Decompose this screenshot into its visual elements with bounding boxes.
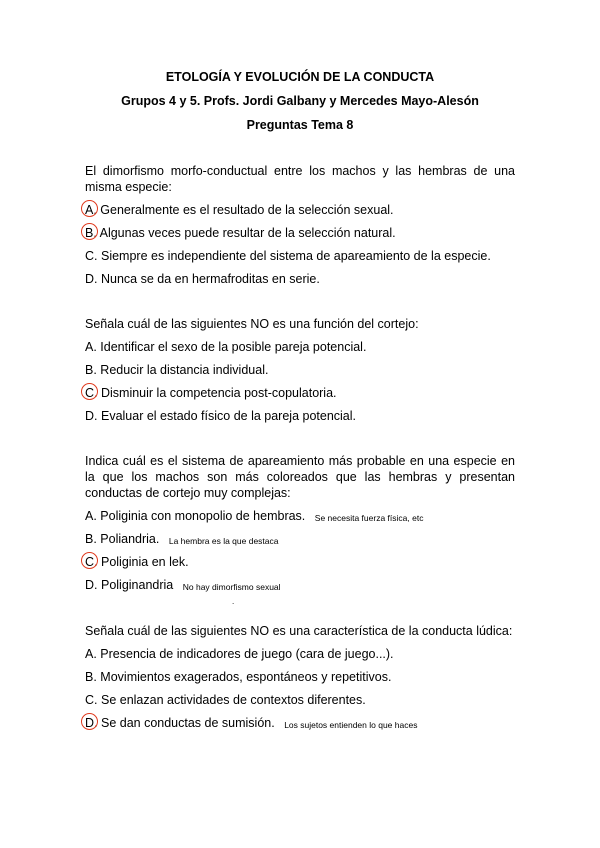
option-letter: C. [85, 554, 98, 570]
option-d [85, 715, 515, 731]
option-text: Reducir la distancia individual. [100, 363, 269, 377]
document-title: ETOLOGÍA Y EVOLUCIÓN DE LA CONDUCTA [165, 70, 435, 84]
option-letter: B. [85, 670, 97, 684]
handwritten-note: No hay dimorfismo sexual [182, 582, 281, 592]
option-text: Algunas veces puede resultar de la selección natural. [99, 226, 396, 240]
handwritten-note: Se necesita fuerza física, etc [314, 513, 424, 523]
question-stem: Indica cuál es el sistema de apareamiento más probable en una especie en la que los machos son más coloreados que las hembras y presentan conductas de cortejo muy complejas: [85, 454, 515, 500]
option-d [85, 271, 515, 287]
question-stem: El dimorfismo morfo-conductual entre los machos y las hembras de una misma especie: [85, 164, 515, 194]
option-b [85, 669, 515, 685]
option-letter: A. [85, 509, 97, 523]
option-letter: B. [85, 532, 97, 546]
question-3 [85, 453, 515, 593]
answer-circle-mark [81, 200, 98, 217]
option-letter: C. [85, 385, 98, 401]
question-1 [85, 163, 515, 287]
option-text: Poliginia con monopolio de hembras. [100, 509, 306, 523]
option-text: Evaluar el estado físico de la pareja potencial. [100, 409, 357, 423]
option-a [85, 202, 515, 218]
stray-mark: . [232, 597, 235, 606]
option-text: Movimientos exagerados, espontáneos y repetitivos. [100, 670, 392, 684]
document-subtitle: Grupos 4 y 5. Profs. Jordi Galbany y Mercedes Mayo-Alesón [121, 94, 479, 108]
answer-circle-mark [81, 383, 98, 400]
option-b [85, 225, 515, 241]
option-text: Poliginia en lek. [100, 555, 189, 569]
option-letter: D. [85, 578, 98, 592]
option-d [85, 408, 515, 424]
answer-circle-mark [81, 552, 98, 569]
option-c [85, 692, 515, 708]
option-a [85, 339, 515, 355]
option-text: Identificar el sexo de la posible pareja potencial. [100, 340, 367, 354]
handwritten-note: La hembra es la que destaca [168, 536, 279, 546]
question-stem: Señala cuál de las siguientes NO es una función del cortejo: [85, 317, 419, 331]
option-d [85, 577, 515, 593]
option-letter: A. [85, 340, 97, 354]
option-text: Poliginandria [100, 578, 174, 592]
option-c [85, 385, 515, 401]
option-letter: A. [85, 647, 97, 661]
option-letter: D. [85, 715, 98, 731]
option-letter: B. [85, 225, 97, 241]
option-text: Se dan conductas de sumisión. [100, 716, 275, 730]
option-c [85, 248, 515, 264]
option-b [85, 531, 515, 547]
option-letter: D. [85, 409, 98, 423]
answer-circle-mark [81, 713, 98, 730]
question-4 [85, 623, 515, 731]
document-topic: Preguntas Tema 8 [246, 118, 354, 132]
option-text: Presencia de indicadores de juego (cara de juego...). [100, 647, 394, 661]
option-b [85, 362, 515, 378]
option-text: Generalmente es el resultado de la selección sexual. [100, 203, 394, 217]
option-letter: B. [85, 363, 97, 377]
option-text: Siempre es independiente del sistema de apareamiento de la especie. [100, 249, 491, 263]
option-a [85, 646, 515, 662]
option-letter: D. [85, 272, 98, 286]
option-a [85, 508, 515, 524]
option-text: Poliandria. [100, 532, 160, 546]
question-2 [85, 316, 515, 424]
option-letter: C. [85, 249, 98, 263]
question-stem: Señala cuál de las siguientes NO es una característica de la conducta lúdica: [85, 624, 513, 638]
option-text: Se enlazan actividades de contextos diferentes. [100, 693, 366, 707]
answer-circle-mark [81, 223, 98, 240]
option-text: Disminuir la competencia post-copulatoria. [100, 386, 337, 400]
option-letter: C. [85, 693, 98, 707]
option-letter: A. [85, 202, 97, 218]
option-c [85, 554, 515, 570]
option-text: Nunca se da en hermafroditas en serie. [100, 272, 320, 286]
handwritten-note: Los sujetos entienden lo que haces [284, 720, 418, 730]
